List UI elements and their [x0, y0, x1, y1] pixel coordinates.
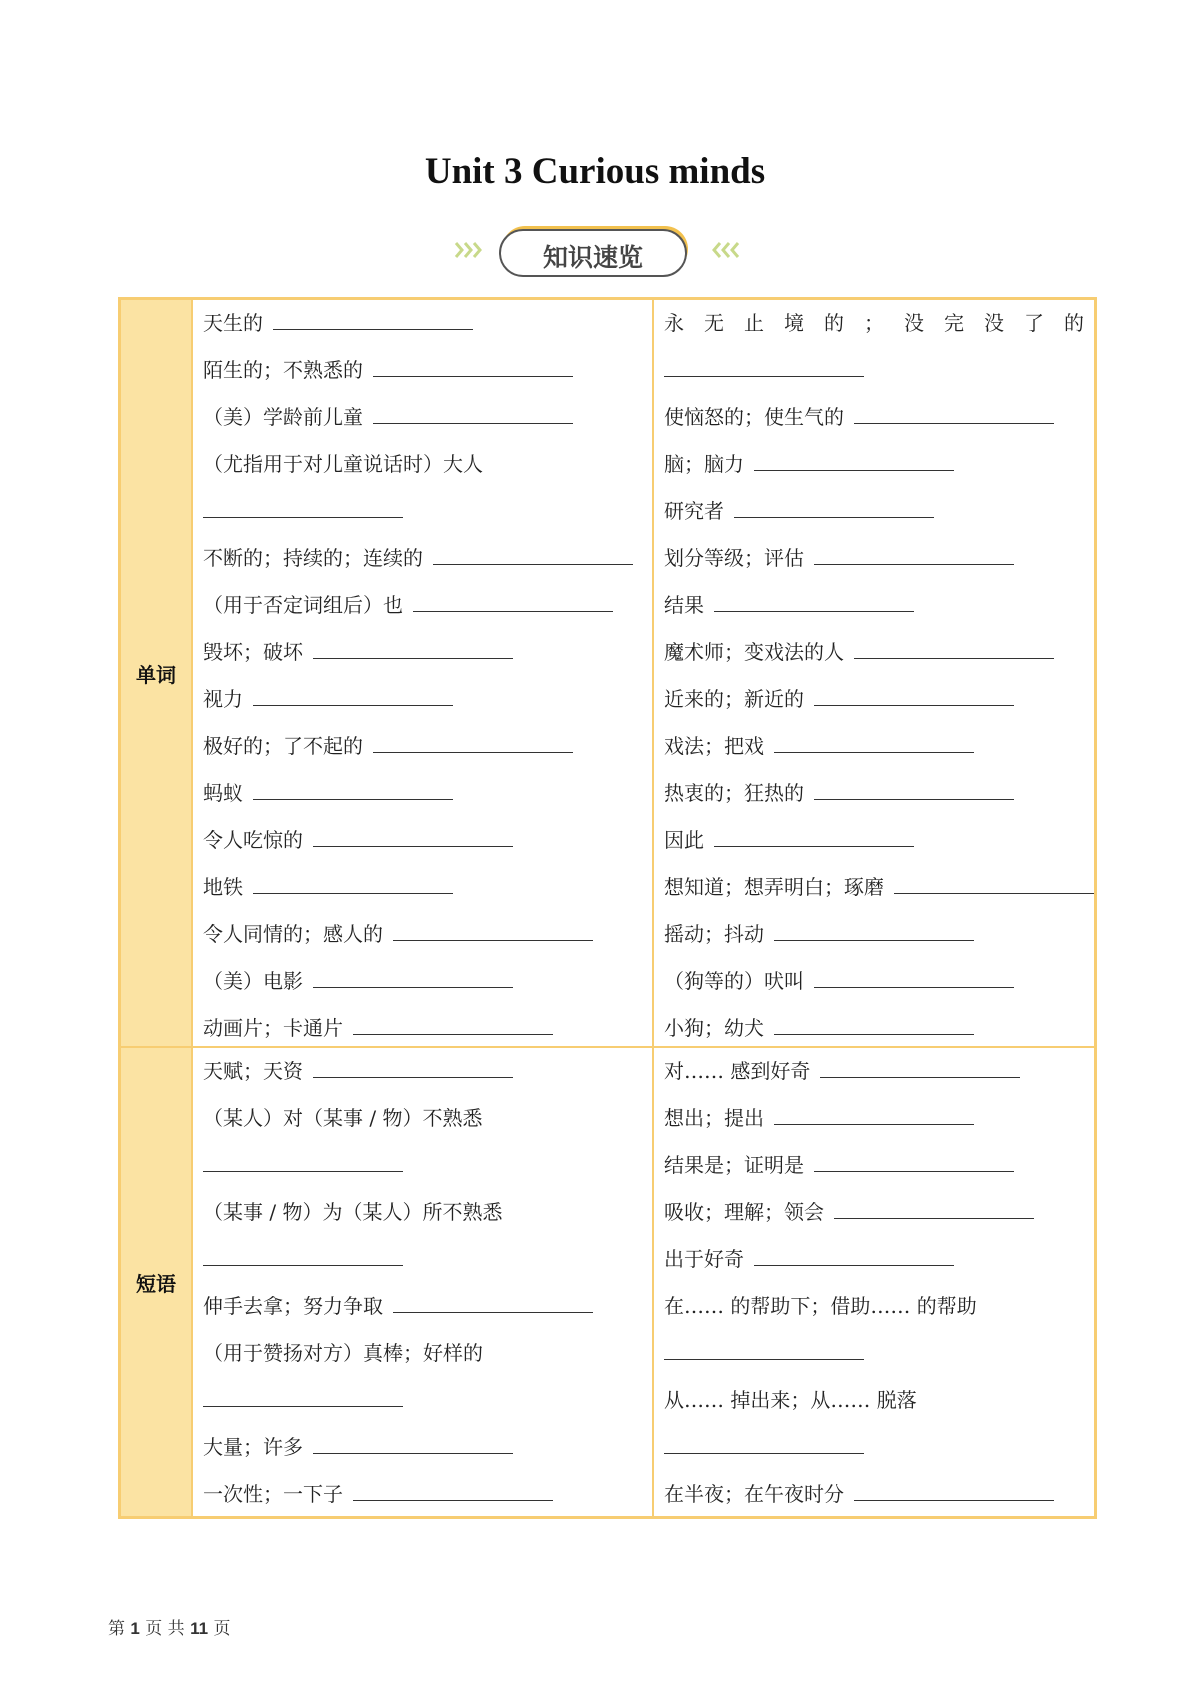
vocab-prompt: 天生的	[203, 311, 263, 335]
vocab-item	[203, 1095, 643, 1142]
answer-blank[interactable]	[774, 939, 974, 941]
vocab-item	[203, 300, 643, 347]
answer-blank[interactable]	[373, 751, 573, 753]
vocab-item	[203, 629, 643, 676]
vocab-prompt: （狗等的）吠叫	[664, 969, 804, 993]
answer-blank[interactable]	[714, 845, 914, 847]
category-words: 单词	[121, 300, 191, 1046]
answer-blank[interactable]	[754, 469, 954, 471]
vocab-prompt: 热衷的；狂热的	[664, 781, 804, 805]
answer-blank[interactable]	[253, 892, 453, 894]
answer-blank[interactable]	[664, 1358, 864, 1360]
vocab-item	[203, 958, 643, 1005]
vocab-item	[664, 347, 1089, 394]
vocab-prompt: （用于赞扬对方）真棒；好样的	[203, 1341, 483, 1365]
vocab-prompt: 大量；许多	[203, 1435, 303, 1459]
vocab-item	[203, 441, 643, 488]
vocab-prompt: 使恼怒的；使生气的	[664, 405, 844, 429]
vocab-prompt: （尤指用于对儿童说话时）大人	[203, 452, 483, 476]
vocab-item	[203, 911, 643, 958]
answer-blank[interactable]	[313, 657, 513, 659]
answer-blank[interactable]	[203, 1405, 403, 1407]
vocab-item	[664, 770, 1089, 817]
vocab-item	[203, 582, 643, 629]
answer-blank[interactable]	[854, 422, 1054, 424]
vocab-prompt: 近来的；新近的	[664, 687, 804, 711]
vocab-prompt: 因此	[664, 828, 704, 852]
vocab-prompt: 视力	[203, 687, 243, 711]
page-title: Unit 3 Curious minds	[424, 151, 766, 192]
vocab-item	[664, 1283, 1089, 1330]
vocab-item	[203, 1236, 643, 1283]
vocab-item	[203, 1424, 643, 1471]
answer-blank[interactable]	[894, 892, 1094, 894]
answer-blank[interactable]	[834, 1217, 1034, 1219]
vocab-prompt: 吸收；理解；领会	[664, 1200, 824, 1224]
vocab-prompt: 极好的；了不起的	[203, 734, 363, 758]
vocab-prompt: 出于好奇	[664, 1247, 744, 1271]
vocab-item	[664, 582, 1089, 629]
answer-blank[interactable]	[664, 1452, 864, 1454]
vocab-prompt: 摇动；抖动	[664, 922, 764, 946]
answer-blank[interactable]	[754, 1264, 954, 1266]
answer-blank[interactable]	[814, 798, 1014, 800]
vocab-prompt: 陌生的；不熟悉的	[203, 358, 363, 382]
vocab-prompt: 一次性；一下子	[203, 1482, 343, 1506]
answer-blank[interactable]	[313, 845, 513, 847]
words-left-column	[203, 300, 643, 1052]
footer-middle: 页 共	[145, 1619, 185, 1639]
page-footer	[108, 1614, 230, 1639]
vocab-prompt: 地铁	[203, 875, 243, 899]
vocab-item	[664, 817, 1089, 864]
footer-page: 1	[130, 1619, 140, 1638]
table-divider	[652, 300, 654, 1516]
vocab-item	[203, 1471, 643, 1518]
vocab-item	[203, 723, 643, 770]
category-phrases: 短语	[121, 1048, 191, 1516]
vocab-prompt: （某事 / 物）为（某人）所不熟悉	[203, 1200, 503, 1224]
vocab-item	[664, 1142, 1089, 1189]
answer-blank[interactable]	[373, 375, 573, 377]
answer-blank[interactable]	[774, 751, 974, 753]
vocab-item	[664, 676, 1089, 723]
answer-blank[interactable]	[774, 1033, 974, 1035]
vocab-item	[203, 864, 643, 911]
answer-blank[interactable]	[313, 986, 513, 988]
answer-blank[interactable]	[433, 563, 633, 565]
answer-blank[interactable]	[273, 328, 473, 330]
vocab-prompt: 永无止境的；没完没了的	[664, 311, 1104, 335]
vocab-item	[203, 488, 643, 535]
vocab-prompt: 魔术师；变戏法的人	[664, 640, 844, 664]
vocab-item	[664, 864, 1089, 911]
answer-blank[interactable]	[413, 610, 613, 612]
vocab-prompt: 想出；提出	[664, 1106, 764, 1130]
vocab-item	[203, 1330, 643, 1377]
vocab-prompt: 令人吃惊的	[203, 828, 303, 852]
vocab-item	[203, 817, 643, 864]
vocab-item	[203, 1377, 643, 1424]
vocab-item	[664, 1471, 1089, 1518]
vocab-item	[203, 1189, 643, 1236]
answer-blank[interactable]	[734, 516, 934, 518]
answer-blank[interactable]	[353, 1499, 553, 1501]
vocab-item	[664, 1095, 1089, 1142]
vocab-item	[664, 1005, 1089, 1052]
answer-blank[interactable]	[373, 422, 573, 424]
vocab-item	[203, 770, 643, 817]
phrases-right-column	[664, 1048, 1089, 1518]
answer-blank[interactable]	[313, 1452, 513, 1454]
vocab-prompt: 在半夜；在午夜时分	[664, 1482, 844, 1506]
answer-blank[interactable]	[253, 704, 453, 706]
vocab-item	[203, 1283, 643, 1330]
vocab-item	[664, 723, 1089, 770]
vocab-item	[203, 347, 643, 394]
vocab-item	[203, 1005, 643, 1052]
vocab-item	[203, 1142, 643, 1189]
vocab-prompt: 结果是；证明是	[664, 1153, 804, 1177]
vocab-prompt: 蚂蚁	[203, 781, 243, 805]
answer-blank[interactable]	[820, 1076, 1020, 1078]
answer-blank[interactable]	[393, 939, 593, 941]
answer-blank[interactable]	[664, 375, 864, 377]
answer-blank[interactable]	[854, 657, 1054, 659]
answer-blank[interactable]	[714, 610, 914, 612]
vocab-item	[664, 1189, 1089, 1236]
vocab-prompt: 小狗；幼犬	[664, 1016, 764, 1040]
footer-prefix: 第	[108, 1619, 125, 1639]
vocab-prompt: 伸手去拿；努力争取	[203, 1294, 383, 1318]
vocab-item	[664, 1330, 1089, 1377]
vocab-prompt: 毁坏；破坏	[203, 640, 303, 664]
vocab-prompt: 从…… 掉出来；从…… 脱落	[664, 1388, 917, 1412]
answer-blank[interactable]	[814, 704, 1014, 706]
vocab-item	[203, 535, 643, 582]
footer-total: 11	[190, 1619, 209, 1638]
vocab-prompt: 动画片；卡通片	[203, 1016, 343, 1040]
vocab-item	[664, 629, 1089, 676]
vocab-item	[203, 676, 643, 723]
vocab-prompt: 脑；脑力	[664, 452, 744, 476]
answer-blank[interactable]	[814, 986, 1014, 988]
vocab-item	[664, 958, 1089, 1005]
vocab-prompt: 不断的；持续的；连续的	[203, 546, 423, 570]
vocab-prompt: 研究者	[664, 499, 724, 523]
vocab-prompt: （某人）对（某事 / 物）不熟悉	[203, 1106, 483, 1130]
vocab-prompt: 结果	[664, 593, 704, 617]
vocab-prompt: （用于否定词组后）也	[203, 593, 403, 617]
vocab-prompt: 想知道；想弄明白；琢磨	[664, 875, 884, 899]
vocab-item	[203, 1048, 643, 1095]
vocab-item	[664, 1424, 1089, 1471]
answer-blank[interactable]	[253, 798, 453, 800]
vocab-item	[664, 394, 1089, 441]
vocab-prompt: （美）学龄前儿童	[203, 405, 363, 429]
table-divider	[191, 300, 193, 1516]
vocab-item	[203, 394, 643, 441]
answer-blank[interactable]	[774, 1123, 974, 1125]
vocab-prompt: （美）电影	[203, 969, 303, 993]
answer-blank[interactable]	[393, 1311, 593, 1313]
vocab-prompt: 划分等级；评估	[664, 546, 804, 570]
footer-suffix: 页	[213, 1619, 231, 1639]
vocab-item	[664, 1048, 1089, 1095]
vocab-prompt: 戏法；把戏	[664, 734, 764, 758]
phrases-left-column	[203, 1048, 643, 1518]
vocab-item	[664, 300, 1104, 347]
answer-blank[interactable]	[814, 1170, 1014, 1172]
vocab-item	[664, 441, 1089, 488]
vocab-item	[664, 1236, 1089, 1283]
section-banner	[0, 226, 1190, 278]
vocab-item	[664, 1377, 1089, 1424]
chevrons-right-icon	[456, 243, 480, 257]
chevrons-left-icon	[714, 243, 738, 257]
answer-blank[interactable]	[203, 1264, 403, 1266]
answer-blank[interactable]	[203, 516, 403, 518]
answer-blank[interactable]	[353, 1033, 553, 1035]
vocab-item	[664, 535, 1089, 582]
vocab-prompt: 天赋；天资	[203, 1059, 303, 1083]
answer-blank[interactable]	[313, 1076, 513, 1078]
answer-blank[interactable]	[854, 1499, 1054, 1501]
vocab-prompt: 令人同情的；感人的	[203, 922, 383, 946]
banner-label: 知识速览	[542, 243, 643, 272]
words-right-column	[664, 300, 1104, 1052]
vocab-prompt: 在…… 的帮助下；借助…… 的帮助	[664, 1294, 977, 1318]
vocab-prompt: 对…… 感到好奇	[664, 1059, 811, 1083]
answer-blank[interactable]	[814, 563, 1014, 565]
vocab-item	[664, 488, 1089, 535]
vocab-item	[664, 911, 1089, 958]
answer-blank[interactable]	[203, 1170, 403, 1172]
